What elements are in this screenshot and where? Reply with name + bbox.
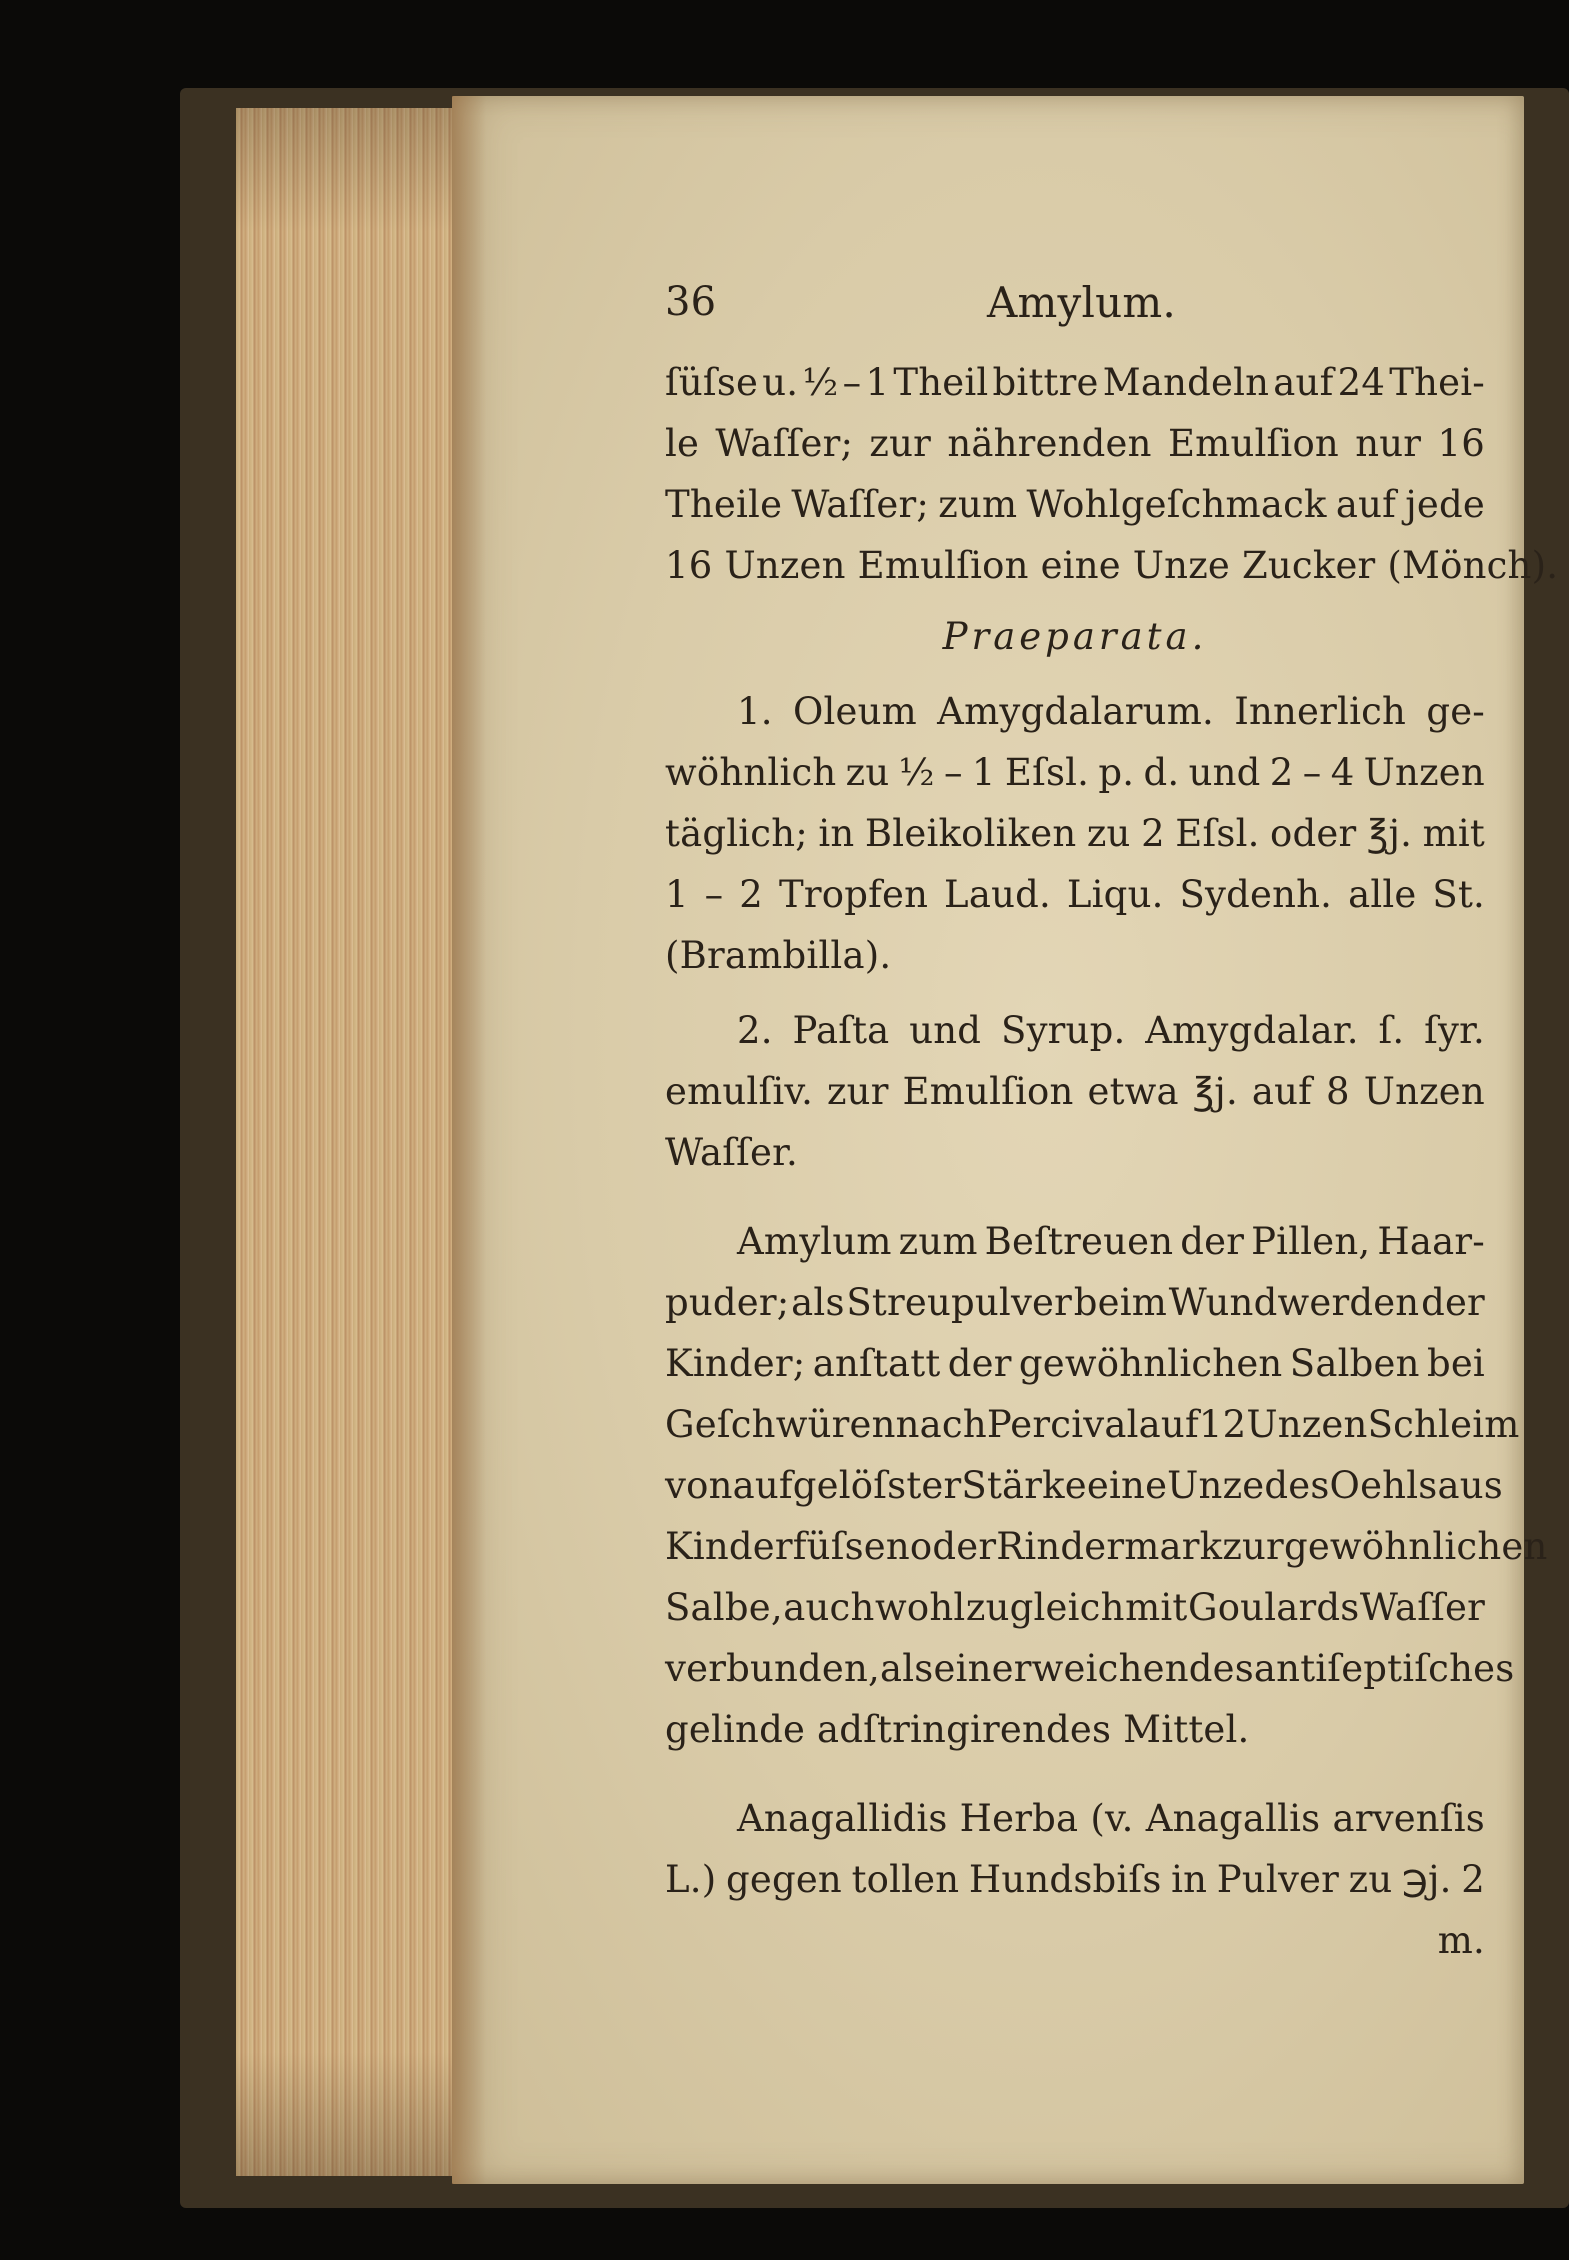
- text-line: Anagallidis Herba (v. Anagallis arvenſis: [737, 1797, 1485, 1840]
- text-line: Kinder; anſtatt der gewöhnlichen Salben bei: [665, 1342, 1485, 1385]
- text-line: 2. Paſta und Syrup. Amygdalar. ſ. ſyr.: [737, 1009, 1485, 1052]
- text-line: Amylum zum Beſtreuen der Pillen, Haar-: [737, 1220, 1485, 1263]
- paragraph-continuation: [665, 352, 1559, 596]
- running-title: Amylum.: [987, 278, 1176, 327]
- text-line: 16 Unzen Emulſion eine Unze Zucker (Mönch).: [665, 544, 1559, 587]
- paragraph-anagallidis: [665, 1788, 1485, 1910]
- text-line: Waſſer.: [665, 1131, 798, 1174]
- page-edges: [236, 108, 468, 2176]
- text-line: (Brambilla).: [665, 934, 892, 977]
- text-line: gelinde adſtringirendes Mittel.: [665, 1708, 1250, 1751]
- page-number: 36: [665, 279, 717, 325]
- text-line: wöhnlich zu ½ – 1 Eſsl. p. d. und 2 – 4 Unzen: [665, 751, 1485, 794]
- text-line: ſüſse u. ½ – 1 Theil bittre Mandeln auf 24 Thei-: [665, 361, 1485, 404]
- catchword: m.: [1437, 1919, 1485, 1962]
- text-line: L.) gegen tollen Hundsbiſs in Pulver zu ℈j. 2: [665, 1858, 1485, 1901]
- text-line: puder; als Streupulver beim Wundwerden der: [665, 1281, 1485, 1324]
- text-line: verbunden, als ein erweichendes antiſeptiſches: [665, 1647, 1515, 1690]
- text-line: Kinderfüſsen oder Rindermark zur gewöhnlichen: [665, 1525, 1548, 1568]
- paragraph-pasta: [665, 1000, 1485, 1183]
- text-line: le Waſſer; zur nährenden Emulſion nur 16: [665, 422, 1485, 465]
- text-line: Geſchwüren nach Percival auf 12 Unzen Schleim: [665, 1403, 1520, 1446]
- text-line: Theile Waſſer; zum Wohlgeſchmack auf jede: [665, 483, 1485, 526]
- text-line: 1. Oleum Amygdalarum. Innerlich ge-: [737, 690, 1485, 733]
- text-line: emulſiv. zur Emulſion etwa ℥j. auf 8 Unzen: [665, 1070, 1485, 1113]
- paragraph-oleum: [665, 681, 1485, 986]
- page-gutter: [452, 96, 486, 2184]
- section-heading: Praeparata.: [942, 615, 1208, 658]
- text-line: 1 – 2 Tropfen Laud. Liqu. Sydenh. alle St.: [665, 873, 1485, 916]
- paragraph-amylum: [665, 1211, 1548, 1760]
- text-line: Salbe, auch wohl zugleich mit Goulards Waſſer: [665, 1586, 1485, 1629]
- text-line: täglich; in Bleikoliken zu 2 Eſsl. oder ℥j. mit: [665, 812, 1485, 855]
- page-text: [665, 272, 1559, 1971]
- text-line: von aufgelöſster Stärke eine Unze des Oehls aus: [665, 1464, 1503, 1507]
- running-head: [665, 272, 1485, 352]
